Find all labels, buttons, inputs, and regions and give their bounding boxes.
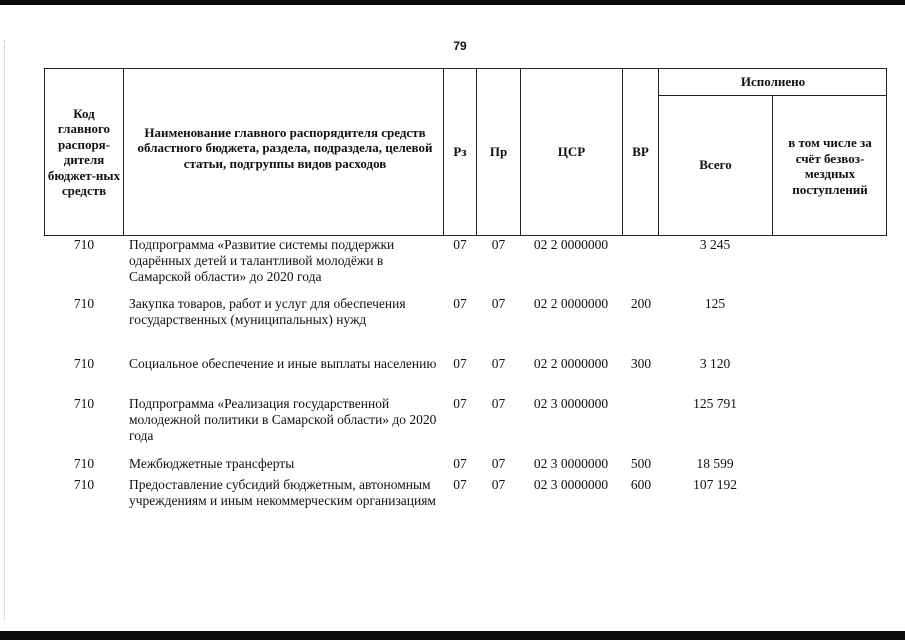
row-code: 710 bbox=[73, 237, 95, 252]
row-code: 710 bbox=[73, 356, 95, 371]
row-vr: 600 bbox=[630, 477, 652, 492]
scan-edge-left bbox=[4, 40, 6, 620]
row-code: 710 bbox=[73, 396, 95, 411]
header-total: Всего bbox=[699, 157, 732, 173]
header-free-receipts: в том числе за счёт безвоз-мездных поступлений bbox=[788, 135, 872, 197]
header-executed: Исполнено bbox=[740, 74, 806, 90]
row-csr: 02 2 0000000 bbox=[533, 237, 609, 252]
row-csr: 02 3 0000000 bbox=[533, 456, 609, 471]
row-name: Подпрограмма «Реализация государственной молодежной политики в Самарской области» до 2020 года bbox=[129, 396, 437, 443]
row-csr: 02 3 0000000 bbox=[533, 396, 609, 411]
row-pr: 07 bbox=[491, 296, 506, 311]
row-pr: 07 bbox=[491, 356, 506, 371]
header-pr: Пр bbox=[489, 144, 508, 160]
header-csr: ЦСР bbox=[557, 144, 586, 160]
row-total: 18 599 bbox=[696, 456, 734, 471]
row-pr: 07 bbox=[491, 456, 506, 471]
header-code: Код главного распоря-дителя бюджет-ных средств bbox=[47, 105, 121, 198]
scan-border-bottom bbox=[0, 631, 905, 640]
row-vr: 500 bbox=[630, 456, 652, 471]
row-vr: 200 bbox=[630, 296, 652, 311]
row-vr: 300 bbox=[630, 356, 652, 371]
scan-border-top bbox=[0, 0, 905, 5]
page-number: 79 bbox=[453, 39, 467, 53]
row-code: 710 bbox=[73, 456, 95, 471]
row-name: Подпрограмма «Развитие системы поддержки одарённых детей и талантливой молодёжи в Самарской области» до 2020 года bbox=[129, 237, 395, 284]
row-code: 710 bbox=[73, 296, 95, 311]
row-total: 3 120 bbox=[699, 356, 731, 371]
row-rz: 07 bbox=[453, 237, 467, 252]
row-csr: 02 2 0000000 bbox=[533, 356, 609, 371]
header-name: Наименование главного распорядителя средств областного бюджета, раздела, подраздела, целевой статьи, подгруппы видов расходов bbox=[137, 124, 433, 171]
divider bbox=[658, 68, 659, 236]
divider bbox=[772, 95, 773, 236]
row-total: 125 bbox=[704, 296, 726, 311]
divider bbox=[658, 95, 887, 96]
row-total: 3 245 bbox=[699, 237, 731, 252]
row-rz: 07 bbox=[453, 396, 467, 411]
row-rz: 07 bbox=[453, 356, 467, 371]
row-rz: 07 bbox=[453, 296, 467, 311]
row-rz: 07 bbox=[453, 477, 467, 492]
row-csr: 02 2 0000000 bbox=[533, 296, 609, 311]
row-rz: 07 bbox=[453, 456, 467, 471]
row-pr: 07 bbox=[491, 237, 506, 252]
row-name: Предоставление субсидий бюджетным, автономным учреждениям и иным некоммерческим организациям bbox=[129, 477, 436, 508]
row-total: 107 192 bbox=[693, 477, 737, 492]
header-vr: ВР bbox=[632, 144, 649, 160]
row-name: Социальное обеспечение и иные выплаты населению bbox=[129, 356, 437, 371]
header-rz: Рз bbox=[453, 144, 467, 160]
row-code: 710 bbox=[73, 477, 95, 492]
row-name: Закупка товаров, работ и услуг для обеспечения государственных (муниципальных) нужд bbox=[129, 296, 406, 327]
row-pr: 07 bbox=[491, 396, 506, 411]
row-total: 125 791 bbox=[693, 396, 737, 411]
row-pr: 07 bbox=[491, 477, 506, 492]
row-csr: 02 3 0000000 bbox=[533, 477, 609, 492]
row-name: Межбюджетные трансферты bbox=[129, 456, 295, 471]
divider bbox=[123, 68, 124, 236]
